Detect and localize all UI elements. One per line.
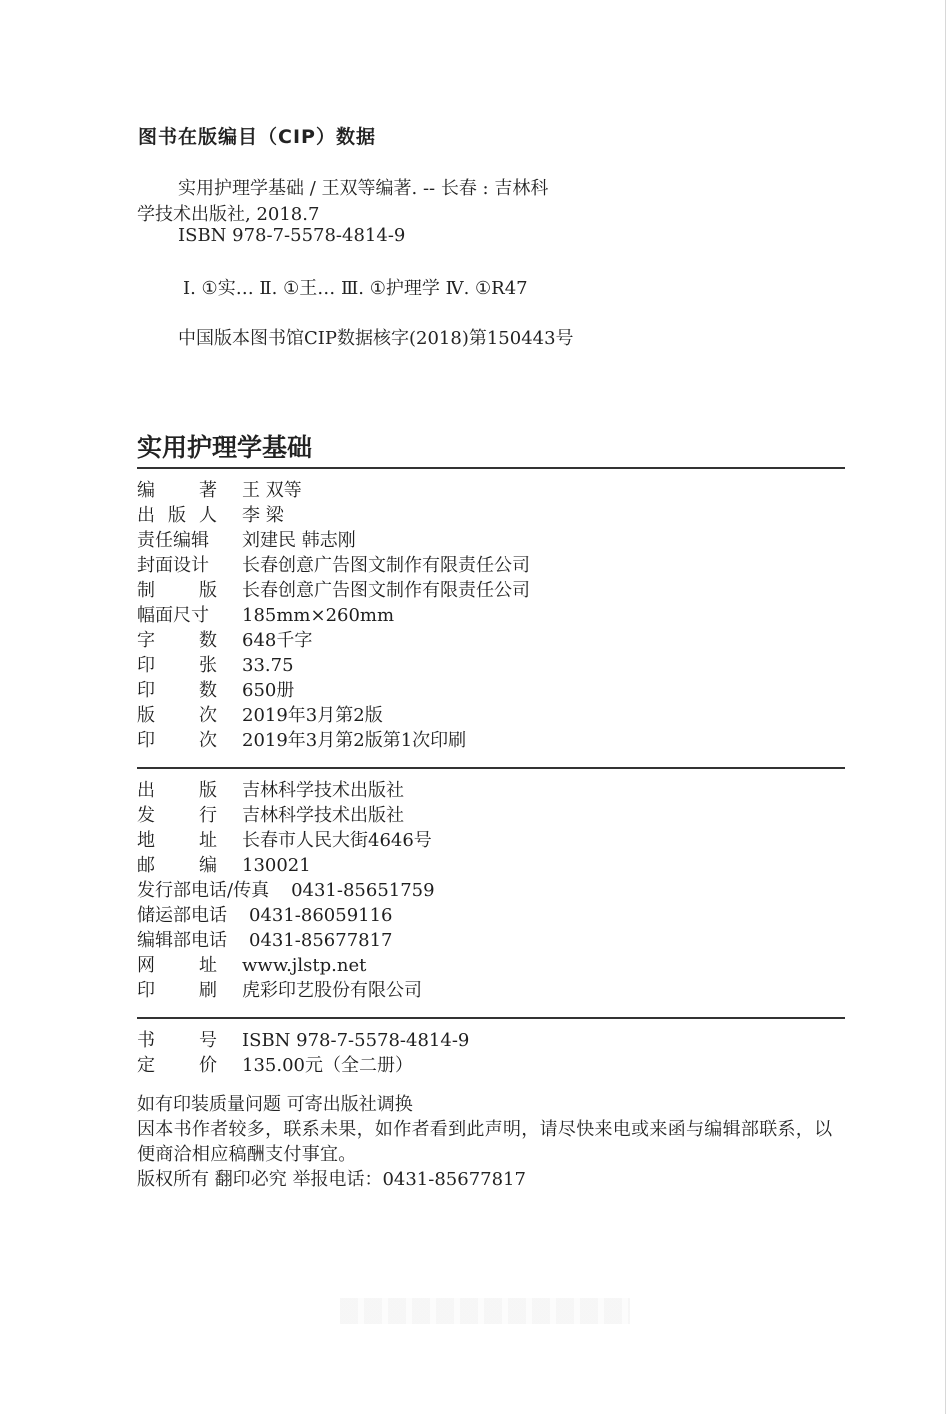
credits-label-char: 编 — [137, 480, 155, 501]
credits-block — [137, 478, 857, 753]
pricing-block — [137, 1028, 857, 1078]
publisher_info-label-char: 刷 — [199, 980, 217, 1001]
publisher_info-row — [137, 828, 857, 853]
credits-value: 2019年3月第2版第1次印刷 — [242, 730, 467, 751]
credits-value: 650册 — [242, 680, 295, 701]
notes-block — [137, 1092, 849, 1192]
notes-quality: 如有印装质量问题 可寄出版社调换 — [137, 1094, 413, 1115]
publisher_info-label-char: 址 — [199, 955, 217, 976]
credits-label — [137, 728, 217, 753]
notes-author-statement: 因本书作者较多，联系未果，如作者看到此声明，请尽快来电或来函与编辑部联系，以便商洽相应稿酬支付事宜。 — [137, 1119, 833, 1165]
divider-2 — [137, 767, 845, 769]
publisher_info-label — [137, 878, 269, 903]
credits-label-char: 幅面尺寸 — [137, 605, 209, 626]
credits-label-char: 版 — [199, 580, 217, 601]
publisher_info-value: 130021 — [242, 855, 311, 876]
publisher_info-label-char: 印 — [137, 980, 155, 1001]
credits-label-char: 次 — [199, 730, 217, 751]
publisher_info-label-char: 网 — [137, 955, 155, 976]
credits-label-char: 数 — [199, 630, 217, 651]
credits-label-char: 印 — [137, 680, 155, 701]
credits-label-char: 制 — [137, 580, 155, 601]
credits-value: 长春创意广告图文制作有限责任公司 — [242, 580, 530, 601]
credits-label-char: 印 — [137, 655, 155, 676]
publisher_info-label-char: 出 — [137, 780, 155, 801]
cip-heading: 图书在版编目（CIP）数据 — [138, 126, 376, 148]
credits-label — [137, 628, 217, 653]
credits-row — [137, 628, 857, 653]
credits-label — [137, 553, 217, 578]
publisher_info-value: www.jlstp.net — [242, 955, 367, 976]
publisher_info-value: 吉林科学技术出版社 — [242, 780, 404, 801]
cip-classification: Ⅰ. ①实… Ⅱ. ①王… Ⅲ. ①护理学 Ⅳ. ①R47 — [183, 278, 528, 299]
cip-entry-line-2: 学技术出版社, 2018.7 — [137, 204, 320, 225]
page-edge — [945, 0, 946, 1414]
pricing-label — [137, 1053, 217, 1078]
publisher_info-row — [137, 928, 857, 953]
publisher_info-row — [137, 978, 857, 1003]
book-title: 实用护理学基础 — [137, 433, 313, 462]
publisher_info-label — [137, 828, 217, 853]
pricing-value: 135.00元（全二册） — [242, 1055, 413, 1076]
publisher_info-label-char: 址 — [199, 830, 217, 851]
credits-row — [137, 603, 857, 628]
publisher_info-label — [137, 778, 217, 803]
publisher_info-row — [137, 778, 857, 803]
publisher_info-row — [137, 853, 857, 878]
pricing-value: ISBN 978-7-5578-4814-9 — [242, 1030, 470, 1051]
credits-row — [137, 503, 857, 528]
publisher_info-label-char: 邮 — [137, 855, 155, 876]
publisher_info-label-char: 地 — [137, 830, 155, 851]
publisher_info-row — [137, 878, 857, 903]
publisher_info-label-text: 编辑部电话 — [137, 930, 227, 951]
credits-value: 648千字 — [242, 630, 313, 651]
credits-value: 刘建民 韩志刚 — [242, 530, 356, 551]
publisher_info-value: 长春市人民大街4646号 — [242, 830, 432, 851]
credits-label-char: 版 — [137, 705, 155, 726]
credits-label — [137, 603, 217, 628]
cip-record-number: 中国版本图书馆CIP数据核字(2018)第150443号 — [178, 328, 574, 349]
pricing-label-char: 定 — [137, 1055, 155, 1076]
pricing-label-char: 价 — [199, 1055, 217, 1076]
credits-label-char: 印 — [137, 730, 155, 751]
credits-row — [137, 478, 857, 503]
credits-label — [137, 528, 217, 553]
credits-row — [137, 553, 857, 578]
credits-row — [137, 703, 857, 728]
credits-label-char: 版 — [168, 505, 186, 526]
credits-label-char: 人 — [199, 505, 217, 526]
credits-label-char: 著 — [199, 480, 217, 501]
publisher_info-value: 0431-85677817 — [249, 930, 393, 951]
publisher_info-value: 0431-85651759 — [291, 880, 435, 901]
pricing-label — [137, 1028, 217, 1053]
publisher_info-label — [137, 853, 217, 878]
credits-label-char: 出 — [137, 505, 155, 526]
pricing-label-char: 号 — [199, 1030, 217, 1051]
credits-value: 2019年3月第2版 — [242, 705, 383, 726]
publisher_info-label-char: 行 — [199, 805, 217, 826]
credits-row — [137, 653, 857, 678]
notes-copyright: 版权所有 翻印必究 举报电话：0431-85677817 — [137, 1169, 526, 1190]
publisher_info-value: 0431-86059116 — [249, 905, 393, 926]
credits-value: 李 梁 — [242, 505, 284, 526]
credits-label-char: 数 — [199, 680, 217, 701]
divider-3 — [137, 1017, 845, 1019]
credits-label — [137, 703, 217, 728]
pricing-row — [137, 1028, 857, 1053]
faded-bleed-through — [340, 1298, 630, 1324]
publisher_info-label — [137, 803, 217, 828]
credits-label-char: 责任编辑 — [137, 530, 209, 551]
credits-label-char: 封面设计 — [137, 555, 209, 576]
credits-row — [137, 578, 857, 603]
credits-label — [137, 678, 217, 703]
credits-row — [137, 728, 857, 753]
credits-row — [137, 528, 857, 553]
publisher_info-label — [137, 953, 217, 978]
publisher_info-label-text: 储运部电话 — [137, 905, 227, 926]
publisher_info-value: 虎彩印艺股份有限公司 — [242, 980, 422, 1001]
credits-label — [137, 578, 217, 603]
divider-1 — [137, 467, 845, 469]
publisher_info-label — [137, 928, 227, 953]
pricing-row — [137, 1053, 857, 1078]
publisher_info-label-text: 发行部电话/传真 — [137, 880, 270, 901]
credits-label-char: 次 — [199, 705, 217, 726]
credits-label-char: 字 — [137, 630, 155, 651]
publisher_info-label-char: 编 — [199, 855, 217, 876]
credits-value: 185mm×260mm — [242, 605, 395, 626]
publisher-block — [137, 778, 857, 1003]
publisher_info-label — [137, 903, 227, 928]
credits-label — [137, 503, 217, 528]
credits-label-char: 张 — [199, 655, 217, 676]
publisher_info-row — [137, 953, 857, 978]
credits-value: 王 双等 — [242, 480, 302, 501]
publisher_info-label-char: 发 — [137, 805, 155, 826]
publisher_info-row — [137, 803, 857, 828]
pricing-label-char: 书 — [137, 1030, 155, 1051]
credits-value: 33.75 — [242, 655, 294, 676]
credits-label — [137, 653, 217, 678]
credits-label — [137, 478, 217, 503]
credits-value: 长春创意广告图文制作有限责任公司 — [242, 555, 530, 576]
cip-isbn: ISBN 978-7-5578-4814-9 — [178, 225, 406, 246]
credits-row — [137, 678, 857, 703]
publisher_info-value: 吉林科学技术出版社 — [242, 805, 404, 826]
cip-entry-line-1: 实用护理学基础 / 王双等编著. -- 长春 : 吉林科 — [178, 178, 549, 199]
publisher_info-label-char: 版 — [199, 780, 217, 801]
publisher_info-label — [137, 978, 217, 1003]
publisher_info-row — [137, 903, 857, 928]
